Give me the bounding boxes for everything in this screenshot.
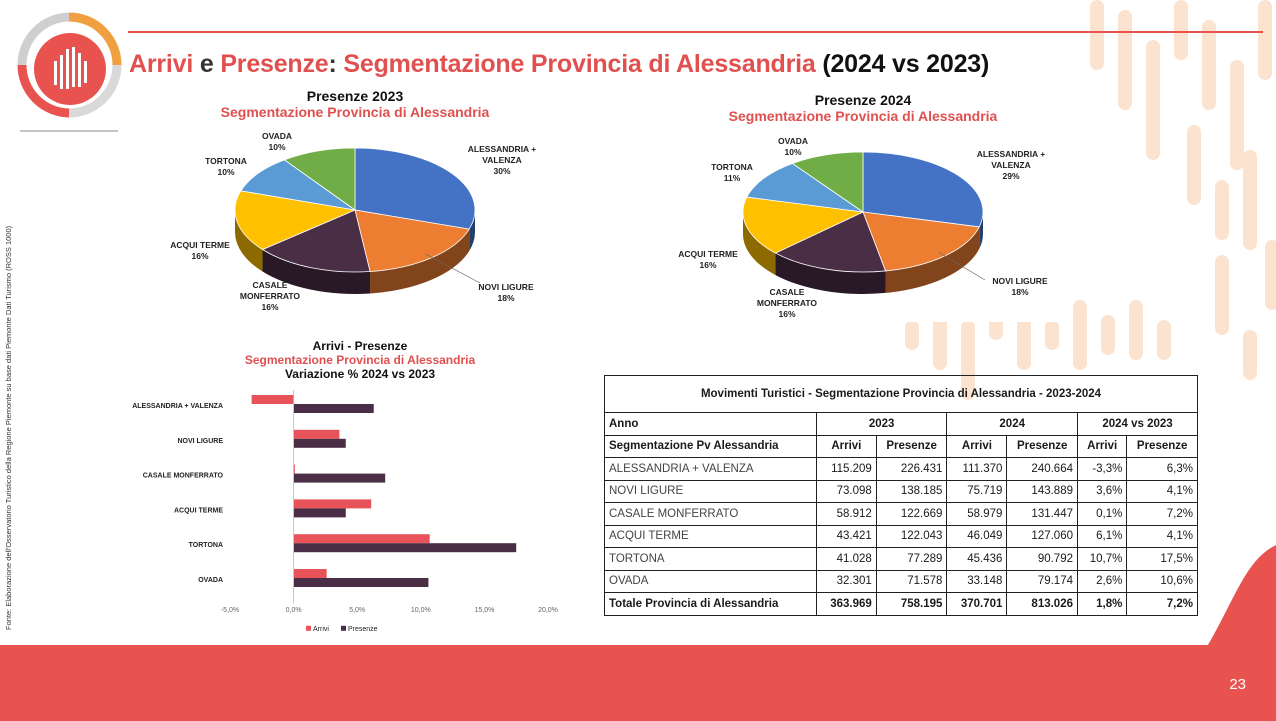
title-part-segmentation: Segmentazione Provincia di Alessandria [343, 50, 816, 78]
x-tick-label: 5,0% [349, 606, 366, 614]
pie-chart-2023 [150, 125, 600, 325]
cell: 43.421 [816, 525, 876, 548]
cell: 58.979 [947, 503, 1007, 526]
cell: 6,1% [1078, 525, 1127, 548]
pie-slice-label: 16% [699, 260, 717, 270]
region-logo [14, 11, 124, 136]
row-label: TORTONA [605, 548, 817, 571]
header-2024: 2024 [947, 413, 1078, 436]
header-diff: 2024 vs 2023 [1078, 413, 1198, 436]
cell: 122.669 [876, 503, 947, 526]
cell: 33.148 [947, 570, 1007, 593]
cell: 46.049 [947, 525, 1007, 548]
pie-2024-heading [708, 92, 1018, 124]
table-caption-row [605, 376, 1198, 413]
header-presenze-diff: Presenze [1127, 435, 1198, 458]
table-total-row [605, 593, 1198, 616]
bar-category-label: CASALE MONFERRATO [142, 472, 223, 480]
cell: 32.301 [816, 570, 876, 593]
cell: 17,5% [1127, 548, 1198, 571]
pie-chart-2024 [660, 130, 1090, 330]
pie-slice-label: 16% [191, 251, 209, 261]
bar-arrivi [294, 430, 340, 439]
page-title [129, 50, 989, 79]
table-row [605, 570, 1198, 593]
title-part-years: (2024 vs 2023) [815, 50, 990, 78]
total-cell: 7,2% [1127, 593, 1198, 616]
pie-slice-label: 10% [268, 142, 286, 152]
header-presenze-2024: Presenze [1007, 435, 1078, 458]
cell: 2,6% [1078, 570, 1127, 593]
total-cell: 370.701 [947, 593, 1007, 616]
cell: 10,7% [1078, 548, 1127, 571]
bar-chart-heading [180, 339, 540, 381]
cell: 77.289 [876, 548, 947, 571]
pie-slice-label: VALENZA [991, 160, 1031, 170]
pie-slice-label: 10% [784, 147, 802, 157]
cell: 122.043 [876, 525, 947, 548]
table-row [605, 525, 1198, 548]
bar-chart-title: Arrivi - Presenze [312, 339, 408, 353]
cell: 3,6% [1078, 480, 1127, 503]
cell: 131.447 [1007, 503, 1078, 526]
cell: 75.719 [947, 480, 1007, 503]
pie-slice-label: ALESSANDRIA + [976, 149, 1046, 159]
bar-arrivi [294, 499, 372, 508]
table-row [605, 548, 1198, 571]
table-header-row-years [605, 413, 1198, 436]
cell: 0,1% [1078, 503, 1127, 526]
table-row [605, 480, 1198, 503]
header-arrivi-2023: Arrivi [816, 435, 876, 458]
table-caption: Movimenti Turistici - Segmentazione Provincia di Alessandria - 2023-2024 [605, 376, 1198, 413]
pie-slice-label: 30% [493, 166, 511, 176]
legend-swatch-arrivi [306, 626, 311, 631]
bar-category-label: ALESSANDRIA + VALENZA [132, 403, 223, 410]
pie-slice-label: TORTONA [205, 156, 247, 166]
cell: 143.889 [1007, 480, 1078, 503]
header-arrivi-diff: Arrivi [1078, 435, 1127, 458]
row-label: NOVI LIGURE [605, 480, 817, 503]
pie-slice-label: TORTONA [711, 162, 753, 172]
bar-chart-subtitle: Segmentazione Provincia di Alessandria [244, 353, 476, 367]
cell: 79.174 [1007, 570, 1078, 593]
bar-chart-variation [118, 385, 578, 635]
pie-slice-label: CASALE [769, 287, 805, 297]
x-tick-label: -5,0% [220, 606, 240, 614]
x-tick-label: 10,0% [410, 606, 431, 614]
x-tick-label: 20,0% [538, 606, 558, 614]
page-number: 23 [1229, 676, 1246, 693]
pie-slice-label: 16% [261, 302, 279, 312]
legend-label-arrivi: Arrivi [313, 625, 329, 633]
footer-band [0, 645, 1276, 721]
cell: 90.792 [1007, 548, 1078, 571]
pie-2023-heading [200, 88, 510, 120]
pie-slice-label: ALESSANDRIA + [467, 144, 537, 154]
header-segmentation: Segmentazione Pv Alessandria [605, 435, 817, 458]
cell: 4,1% [1127, 480, 1198, 503]
cell: 111.370 [947, 458, 1007, 481]
title-part-colon: : [328, 50, 344, 78]
legend-swatch-presenze [341, 626, 346, 631]
pie-slice-label: NOVI LIGURE [478, 282, 534, 292]
title-part-presenze: Presenze [220, 50, 329, 78]
table-header-row-metrics [605, 435, 1198, 458]
title-part-and: e [193, 50, 221, 78]
cell: -3,3% [1078, 458, 1127, 481]
pie-slice-label: 11% [723, 173, 741, 183]
header-arrivi-2024: Arrivi [947, 435, 1007, 458]
bar-presenze [294, 404, 374, 413]
top-rule [128, 31, 1263, 33]
bar-presenze [294, 439, 346, 448]
pie-slice-label: ACQUI TERME [170, 240, 230, 250]
row-label: ACQUI TERME [605, 525, 817, 548]
title-part-arrivi: Arrivi [129, 50, 194, 78]
bar-category-label: ACQUI TERME [174, 507, 223, 515]
pie-slice-label: OVADA [777, 136, 809, 146]
bar-presenze [294, 543, 517, 552]
cell: 240.664 [1007, 458, 1078, 481]
pie-slice-label: 18% [1011, 287, 1029, 297]
header-2023: 2023 [816, 413, 947, 436]
bar-category-label: OVADA [198, 577, 223, 584]
bar-arrivi [294, 569, 327, 578]
total-cell: 1,8% [1078, 593, 1127, 616]
pie-2024-subtitle: Segmentazione Provincia di Alessandria [728, 108, 998, 124]
pie-slice-label: CASALE [252, 280, 288, 290]
cell: 41.028 [816, 548, 876, 571]
tourism-table [604, 375, 1198, 616]
pie-slice-label: 16% [778, 309, 796, 319]
pie-slice-label: MONFERRATO [756, 298, 818, 308]
pie-slice-label: VALENZA [482, 155, 522, 165]
bar-arrivi [294, 534, 430, 543]
row-label: OVADA [605, 570, 817, 593]
cell: 58.912 [816, 503, 876, 526]
bar-category-label: TORTONA [188, 542, 223, 550]
cell: 4,1% [1127, 525, 1198, 548]
x-tick-label: 15,0% [474, 606, 495, 614]
cell: 115.209 [816, 458, 876, 481]
pie-slice-label: 18% [497, 293, 515, 303]
pie-2024-title: Presenze 2024 [814, 92, 912, 108]
legend-label-presenze: Presenze [348, 625, 378, 633]
total-cell: 813.026 [1007, 593, 1078, 616]
row-label: CASALE MONFERRATO [605, 503, 817, 526]
total-label: Totale Provincia di Alessandria [605, 593, 817, 616]
row-label: ALESSANDRIA + VALENZA [605, 458, 817, 481]
table-row [605, 503, 1198, 526]
header-presenze-2023: Presenze [876, 435, 947, 458]
pie-slice-label: 29% [1002, 171, 1020, 181]
bar-presenze [294, 578, 429, 587]
source-note: Fonte: Elaborazione dell'Osservatorio Turistico della Regione Piemonte su base dati Piemonte Dati Turismo (ROSS 1000) [4, 225, 13, 630]
bar-arrivi [252, 395, 294, 404]
pie-slice-label: NOVI LIGURE [992, 276, 1048, 286]
x-tick-label: 0,0% [285, 606, 302, 614]
cell: 127.060 [1007, 525, 1078, 548]
pie-slice-label: OVADA [261, 131, 293, 141]
header-anno: Anno [605, 413, 817, 436]
bar-category-label: NOVI LIGURE [177, 437, 223, 445]
pie-2023-subtitle: Segmentazione Provincia di Alessandria [220, 104, 490, 120]
bar-presenze [294, 474, 386, 483]
bar-presenze [294, 508, 346, 517]
total-cell: 363.969 [816, 593, 876, 616]
table-row [605, 458, 1198, 481]
pie-slice-label: MONFERRATO [239, 291, 301, 301]
cell: 45.436 [947, 548, 1007, 571]
cell: 6,3% [1127, 458, 1198, 481]
cell: 7,2% [1127, 503, 1198, 526]
cell: 71.578 [876, 570, 947, 593]
pie-slice-label: ACQUI TERME [678, 249, 738, 259]
bar-chart-subtitle-2: Variazione % 2024 vs 2023 [284, 367, 436, 381]
cell: 10,6% [1127, 570, 1198, 593]
pie-slice-label: 10% [217, 167, 235, 177]
cell: 226.431 [876, 458, 947, 481]
total-cell: 758.195 [876, 593, 947, 616]
pie-2023-title: Presenze 2023 [306, 88, 404, 104]
cell: 73.098 [816, 480, 876, 503]
cell: 138.185 [876, 480, 947, 503]
